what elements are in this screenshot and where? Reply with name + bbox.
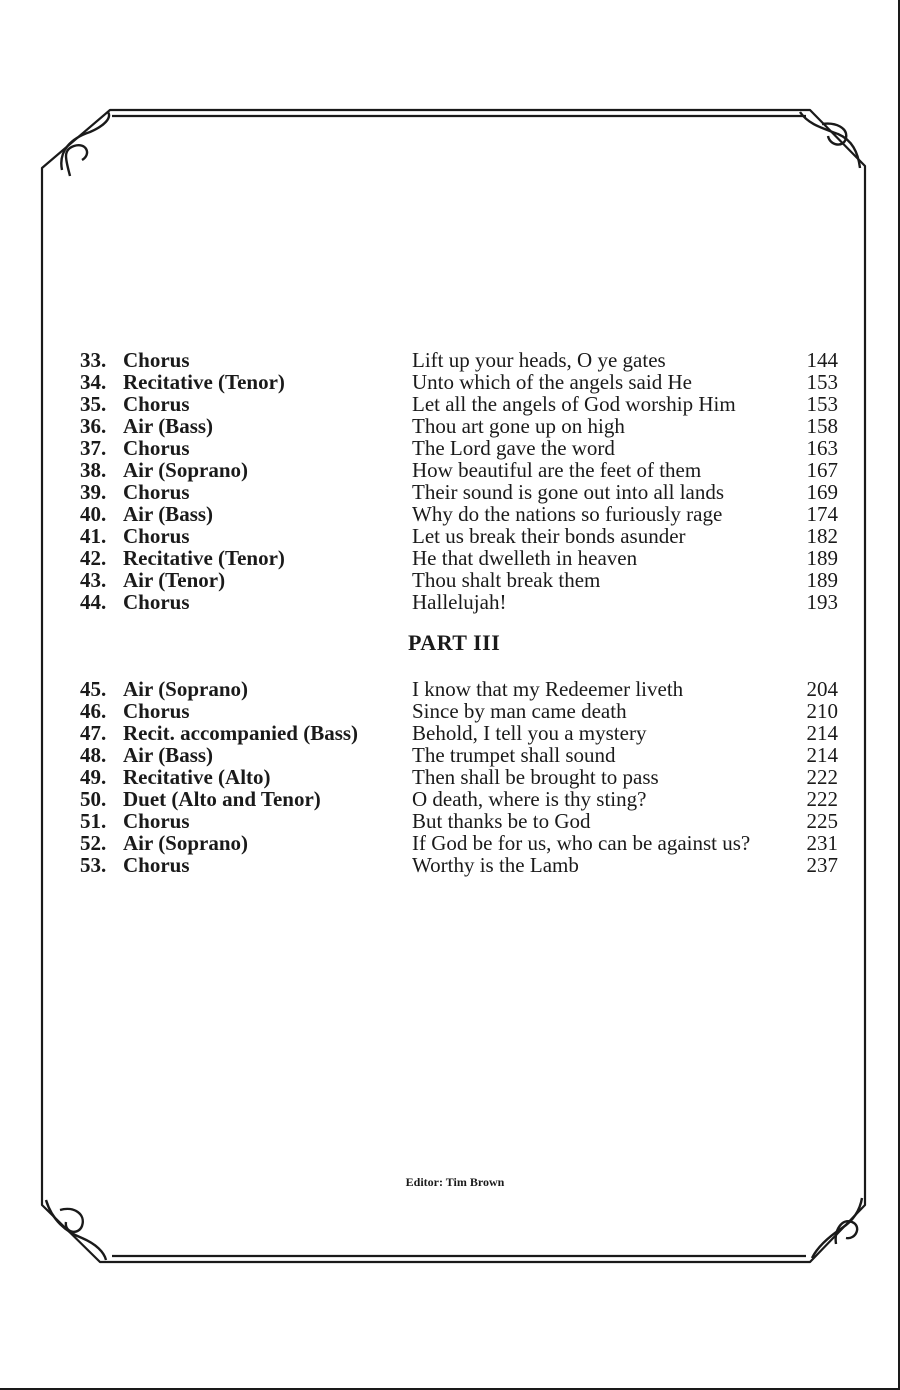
entry-number: 41. xyxy=(80,524,107,548)
entry-page: 189 xyxy=(806,568,838,592)
toc-row-53 xyxy=(0,854,900,876)
entry-title: Their sound is gone out into all lands xyxy=(412,480,725,504)
entry-type: Chorus xyxy=(123,480,190,504)
entry-number: 52. xyxy=(80,831,107,855)
entry-type: Recit. accompanied (Bass) xyxy=(123,721,359,745)
toc-row-51 xyxy=(0,810,900,832)
toc-row-40 xyxy=(0,503,900,525)
toc-row-43 xyxy=(0,569,900,591)
corner-knot-bottom-left xyxy=(46,1200,106,1260)
entry-title: Hallelujah! xyxy=(412,590,507,614)
part-heading: PART III xyxy=(408,630,501,655)
entry-title: But thanks be to God xyxy=(412,809,591,833)
toc-row-36 xyxy=(0,415,900,437)
toc-row-41 xyxy=(0,525,900,547)
entry-number: 37. xyxy=(80,436,107,460)
entry-page: 237 xyxy=(806,853,838,877)
entry-title: Worthy is the Lamb xyxy=(412,853,579,877)
entry-type: Chorus xyxy=(123,809,190,833)
entry-number: 49. xyxy=(80,765,107,789)
entry-title: O death, where is thy sting? xyxy=(412,787,647,811)
entry-page: 153 xyxy=(806,392,838,416)
toc-row-38 xyxy=(0,459,900,481)
entry-type: Duet (Alto and Tenor) xyxy=(123,787,321,811)
entry-type: Recitative (Tenor) xyxy=(123,370,285,394)
toc-row-35 xyxy=(0,393,900,415)
entry-type: Air (Bass) xyxy=(123,414,214,438)
entry-type: Chorus xyxy=(123,392,190,416)
entry-number: 47. xyxy=(80,721,107,745)
entry-page: 169 xyxy=(806,480,838,504)
entry-type: Chorus xyxy=(123,590,190,614)
entry-type: Chorus xyxy=(123,348,190,372)
entry-title: The trumpet shall sound xyxy=(412,743,616,767)
corner-knot-top-right xyxy=(800,112,860,168)
entry-title: Lift up your heads, O ye gates xyxy=(412,348,666,372)
entry-page: 189 xyxy=(806,546,838,570)
entry-number: 43. xyxy=(80,568,107,592)
entry-number: 44. xyxy=(80,590,107,614)
entry-title: Let all the angels of God worship Him xyxy=(412,392,736,416)
entry-type: Chorus xyxy=(123,853,190,877)
entry-number: 45. xyxy=(80,677,107,701)
entry-title: Unto which of the angels said He xyxy=(412,370,692,394)
corner-knot-top-left xyxy=(61,112,109,176)
entry-type: Air (Tenor) xyxy=(123,568,226,592)
entry-page: 174 xyxy=(806,502,838,526)
entry-title: He that dwelleth in heaven xyxy=(412,546,638,570)
toc-row-34 xyxy=(0,371,900,393)
toc-row-46 xyxy=(0,700,900,722)
toc-row-47 xyxy=(0,722,900,744)
entry-type: Air (Soprano) xyxy=(123,677,249,701)
entry-number: 34. xyxy=(80,370,107,394)
entry-title: Thou shalt break them xyxy=(412,568,601,592)
entry-number: 35. xyxy=(80,392,107,416)
editor-credit: Editor: Tim Brown xyxy=(405,1175,505,1189)
entry-title: Let us break their bonds asunder xyxy=(412,524,686,548)
entry-page: 153 xyxy=(806,370,838,394)
entry-title: If God be for us, who can be against us? xyxy=(412,831,751,855)
entry-page: 225 xyxy=(806,809,838,833)
entry-number: 50. xyxy=(80,787,107,811)
entry-number: 33. xyxy=(80,348,107,372)
toc-row-50 xyxy=(0,788,900,810)
entry-title: The Lord gave the word xyxy=(412,436,615,460)
entry-number: 51. xyxy=(80,809,107,833)
entry-page: 163 xyxy=(806,436,838,460)
entry-type: Recitative (Alto) xyxy=(123,765,271,789)
entry-title: Thou art gone up on high xyxy=(412,414,625,438)
entry-page: 182 xyxy=(806,524,838,548)
toc-row-49 xyxy=(0,766,900,788)
entry-number: 36. xyxy=(80,414,107,438)
entry-title: Behold, I tell you a mystery xyxy=(412,721,647,745)
toc-row-44 xyxy=(0,591,900,613)
entry-type: Air (Bass) xyxy=(123,502,214,526)
entry-number: 40. xyxy=(80,502,107,526)
entry-number: 53. xyxy=(80,853,107,877)
corner-knot-bottom-right xyxy=(812,1198,862,1258)
entry-type: Air (Soprano) xyxy=(123,458,249,482)
entry-page: 167 xyxy=(806,458,838,482)
entry-type: Chorus xyxy=(123,524,190,548)
entry-title: Why do the nations so furiously rage xyxy=(412,502,723,526)
entry-page: 222 xyxy=(806,765,838,789)
entry-type: Air (Soprano) xyxy=(123,831,249,855)
entry-number: 46. xyxy=(80,699,107,723)
entry-title: Since by man came death xyxy=(412,699,627,723)
entry-page: 193 xyxy=(806,590,838,614)
entry-page: 222 xyxy=(806,787,838,811)
entry-type: Air (Bass) xyxy=(123,743,214,767)
toc-row-48 xyxy=(0,744,900,766)
entry-page: 231 xyxy=(806,831,838,855)
entry-type: Chorus xyxy=(123,436,190,460)
toc-row-33 xyxy=(0,349,900,371)
entry-page: 158 xyxy=(806,414,838,438)
toc-row-37 xyxy=(0,437,900,459)
entry-number: 39. xyxy=(80,480,107,504)
entry-title: How beautiful are the feet of them xyxy=(412,458,702,482)
entry-number: 42. xyxy=(80,546,107,570)
entry-page: 214 xyxy=(806,743,838,767)
entry-title: I know that my Redeemer liveth xyxy=(412,677,684,701)
entry-title: Then shall be brought to pass xyxy=(412,765,659,789)
entry-page: 214 xyxy=(806,721,838,745)
entry-type: Recitative (Tenor) xyxy=(123,546,285,570)
entry-page: 204 xyxy=(806,677,838,701)
entry-type: Chorus xyxy=(123,699,190,723)
toc-row-52 xyxy=(0,832,900,854)
entry-page: 144 xyxy=(806,348,838,372)
entry-number: 48. xyxy=(80,743,107,767)
entry-number: 38. xyxy=(80,458,107,482)
toc-row-42 xyxy=(0,547,900,569)
toc-row-39 xyxy=(0,481,900,503)
entry-page: 210 xyxy=(806,699,838,723)
toc-row-45 xyxy=(0,678,900,700)
